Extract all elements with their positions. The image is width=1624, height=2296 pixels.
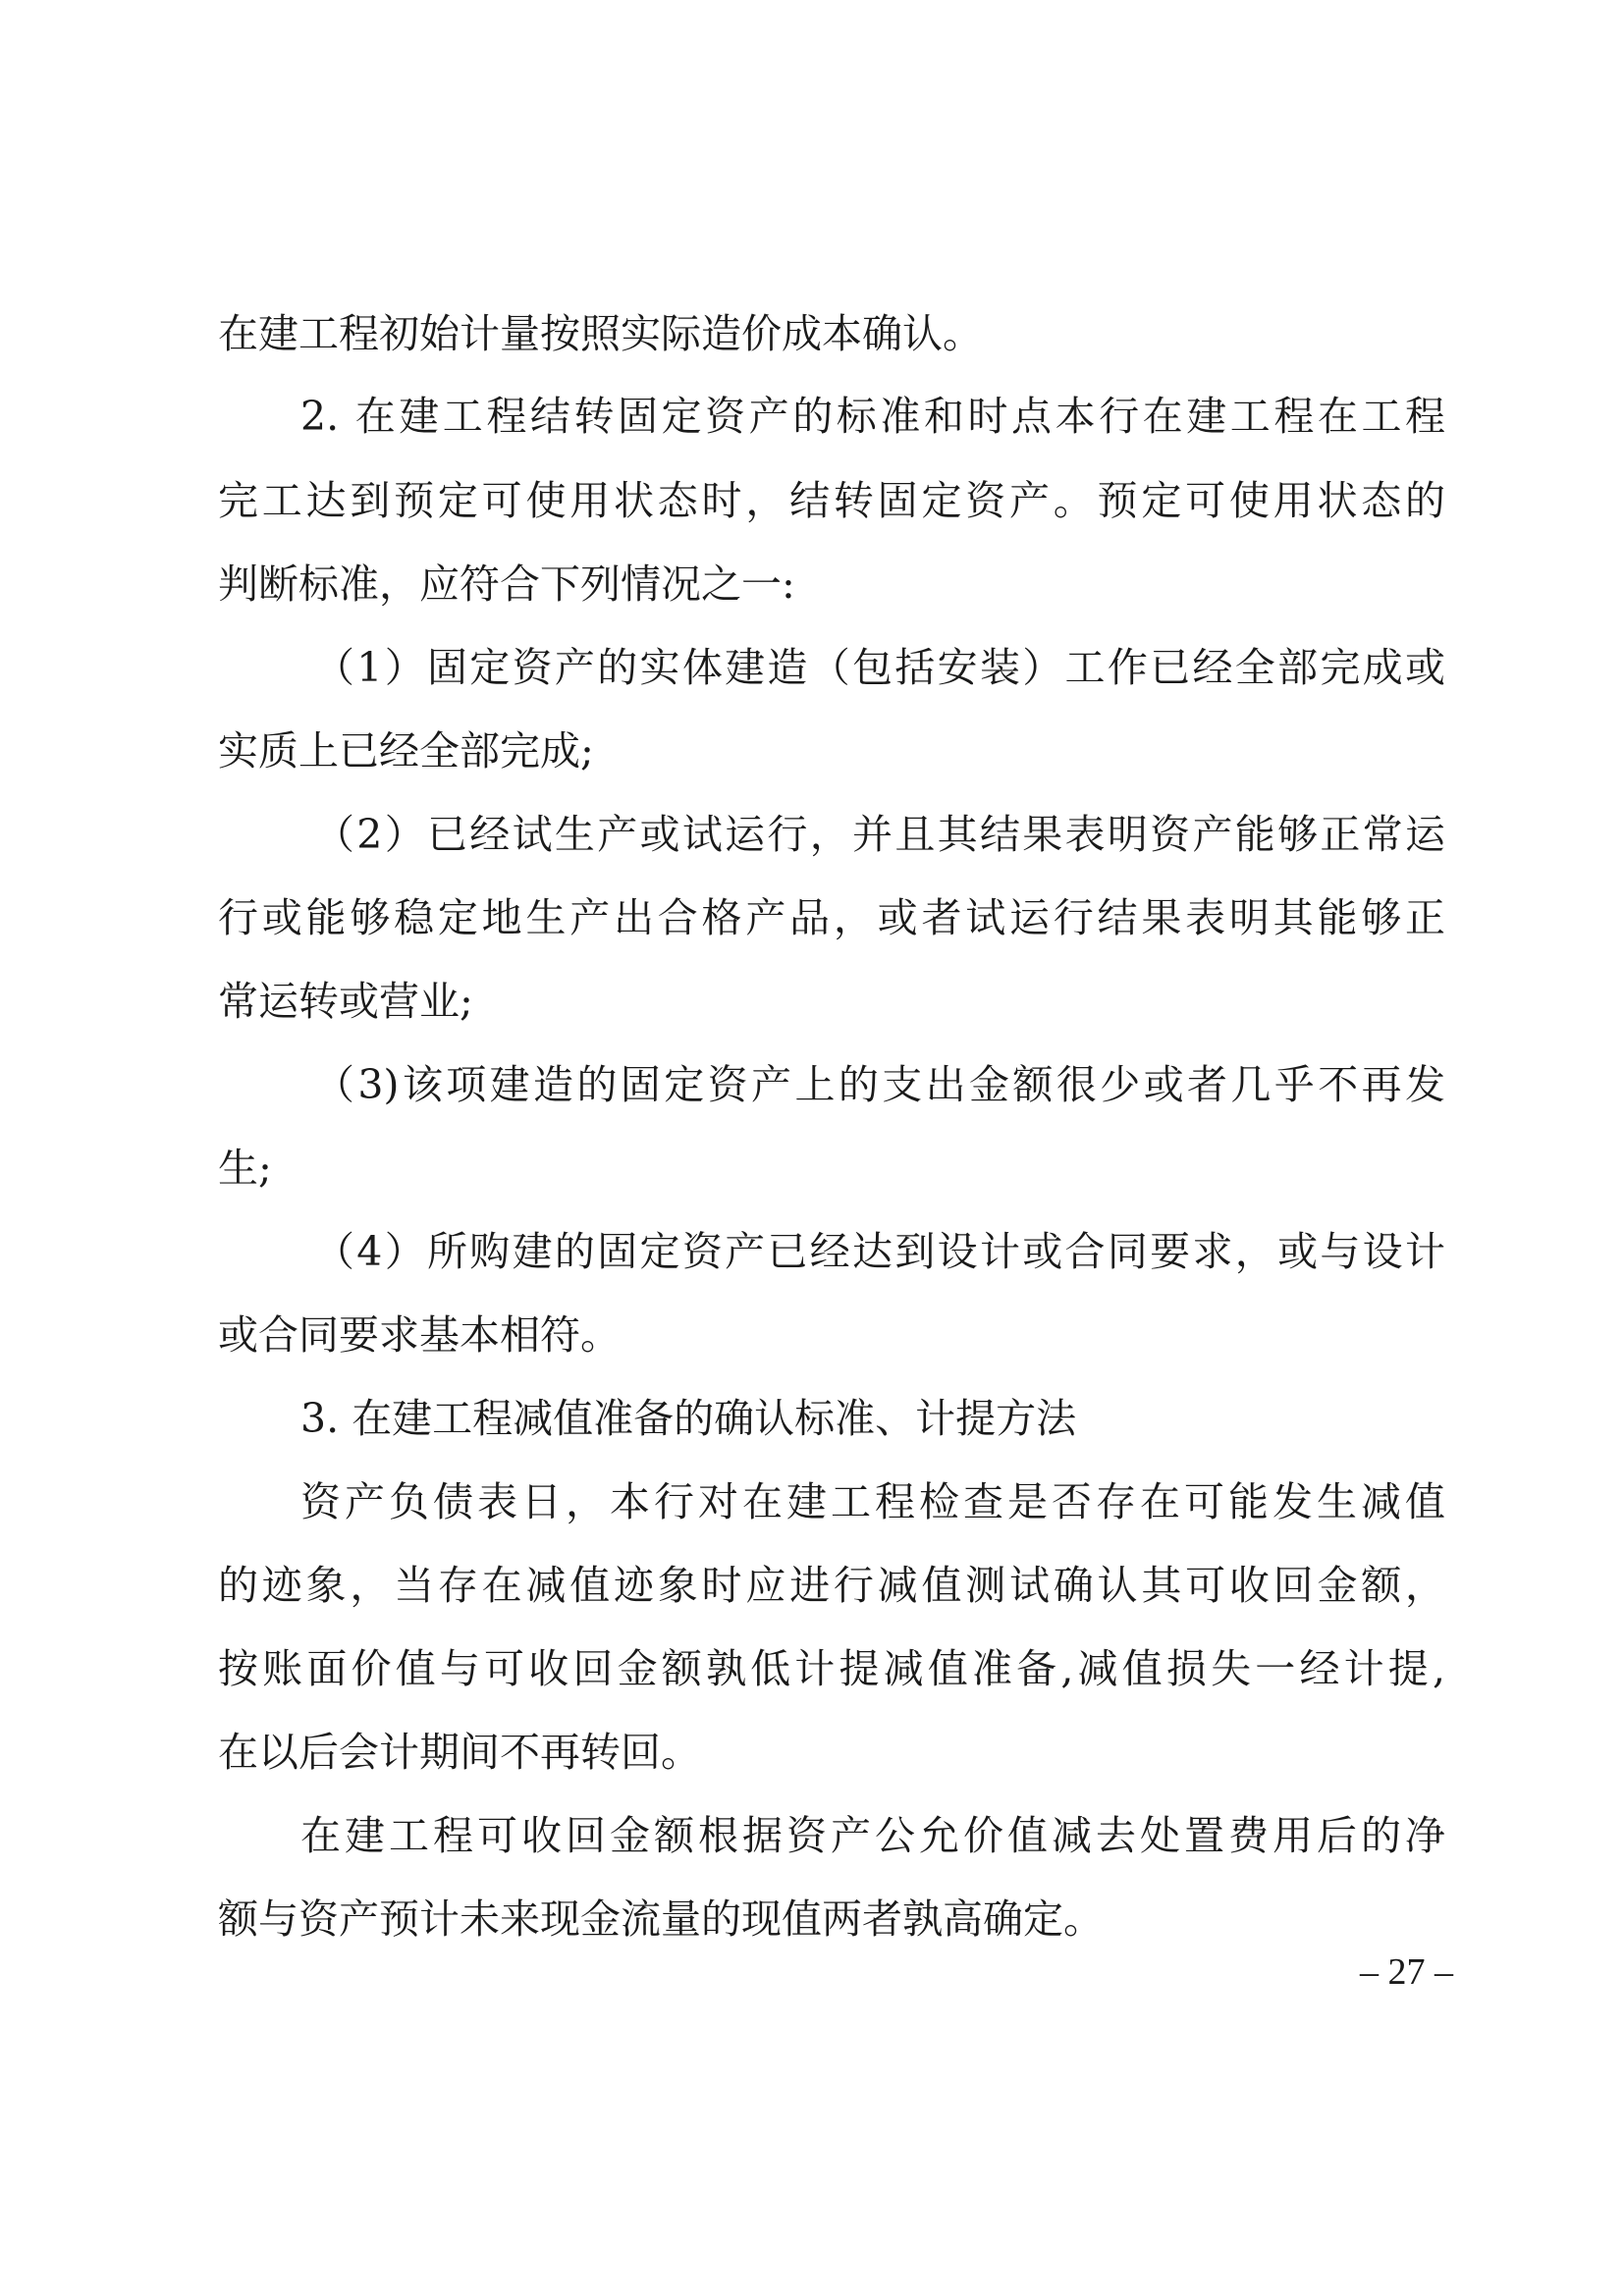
text-line: 或合同要求基本相符。	[218, 1311, 621, 1359]
text-line: 完工达到预定可使用状态时，结转固定资产。预定可使用状态的	[218, 477, 1445, 524]
text-line: 在建工程初始计量按照实际造价成本确认。	[218, 310, 983, 357]
text-line: 的迹象，当存在减值迹象时应进行减值测试确认其可收回金额，	[218, 1562, 1445, 1609]
text-line: 在建工程可收回金额根据资产公允价值减去处置费用后的净	[300, 1812, 1445, 1859]
text-line: 按账面价值与可收回金额孰低计提减值准备,减值损失一经计提,	[218, 1645, 1445, 1692]
page-number: – 27 –	[1360, 1951, 1453, 1993]
text-line: 资产负债表日，本行对在建工程检查是否存在可能发生减值	[300, 1478, 1445, 1525]
text-line: 判断标准，应符合下列情况之一:	[218, 561, 795, 608]
text-line: 2. 在建工程结转固定资产的标准和时点本行在建工程在工程	[300, 393, 1445, 440]
text-line: 生;	[218, 1145, 272, 1192]
text-line: （2）已经试生产或试运行，并且其结果表明资产能够正常运	[314, 811, 1445, 858]
text-line: 行或能够稳定地生产出合格产品，或者试运行结果表明其能够正	[218, 894, 1445, 941]
text-line: 常运转或营业;	[218, 978, 473, 1025]
text-line: 实质上已经全部完成;	[218, 727, 594, 774]
text-line: 额与资产预计未来现金流量的现值两者孰高确定。	[218, 1896, 1104, 1943]
text-line: （3)该项建造的固定资产上的支出金额很少或者几乎不再发	[314, 1061, 1445, 1108]
section-heading: 3. 在建工程减值准备的确认标准、计提方法	[300, 1395, 1077, 1442]
text-line: （1）固定资产的实体建造（包括安装）工作已经全部完成或	[314, 644, 1445, 691]
text-line: （4）所购建的固定资产已经达到设计或合同要求，或与设计	[314, 1228, 1445, 1275]
text-line: 在以后会计期间不再转回。	[218, 1729, 701, 1776]
